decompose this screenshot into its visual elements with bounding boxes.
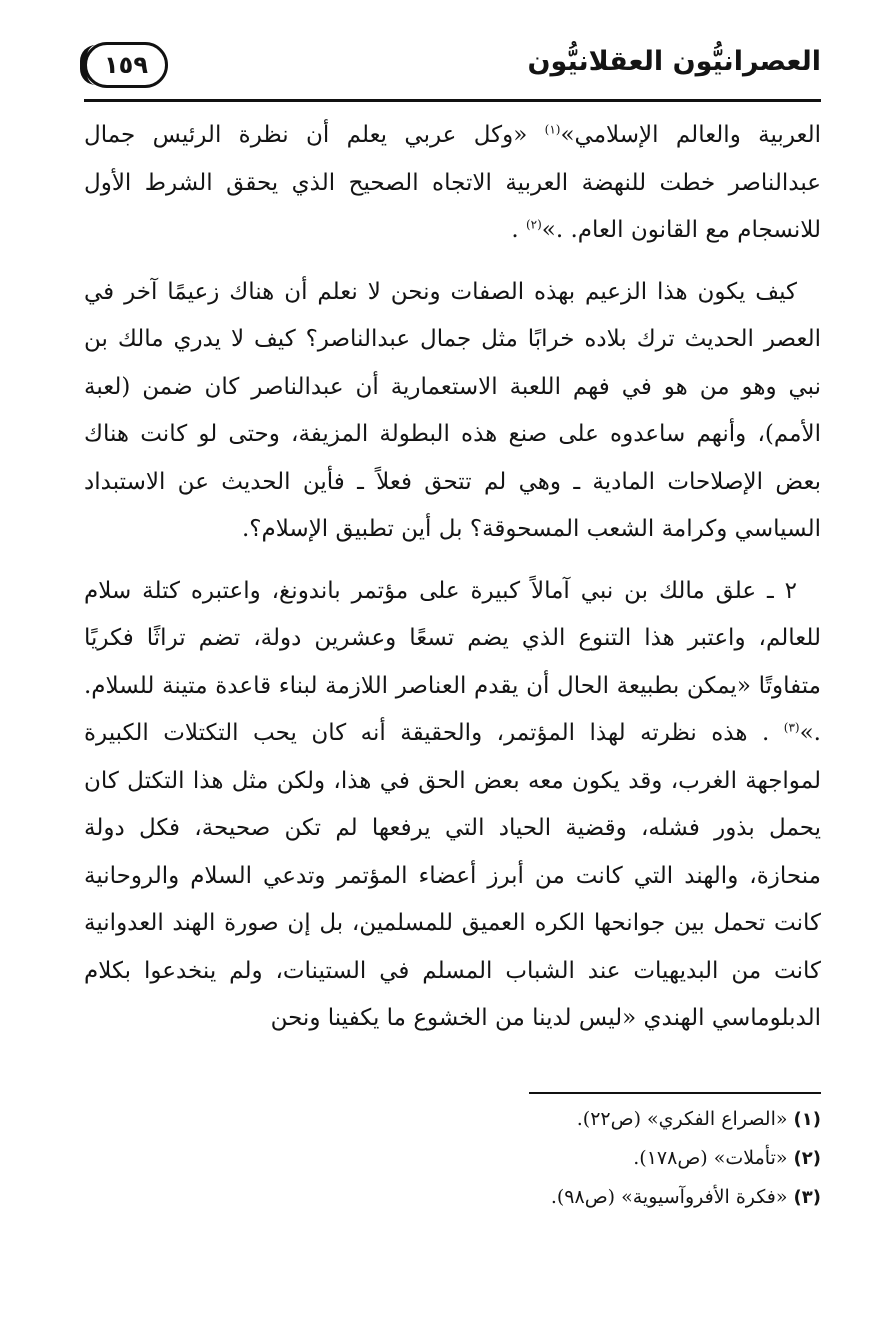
footnote-ref-2: (٢) (525, 217, 542, 232)
paragraph-1-text-a: العربية والعالم الإسلامي» (560, 122, 822, 148)
running-title: العصرانيُّون العقلانيُّون (527, 46, 821, 77)
paragraph-1-text-b: «وكل عربي يعلم أن نظرة الرئيس جمال عبدالناصر خطت للنهضة العربية الاتجاه الصحيح الذي يحقق الشرط الأول للانسجام مع القانون العام. .» (84, 122, 821, 243)
paragraph-2 (84, 269, 821, 554)
footnote-1 (221, 1100, 821, 1139)
footnote-divider (529, 1092, 821, 1094)
footnotes (221, 1100, 821, 1217)
footnote-text: «فكرة الأفروآسيوية» (ص٩٨). (550, 1186, 794, 1208)
paragraph-1 (84, 112, 821, 255)
page-header (84, 28, 821, 102)
page-number: ١٥٩ (104, 51, 148, 79)
footnote-number: (٢) (793, 1148, 821, 1169)
paragraph-3 (84, 568, 821, 1043)
footnote-number: (١) (793, 1109, 821, 1130)
footnote-number: (٣) (793, 1187, 821, 1208)
footnote-2 (221, 1139, 821, 1178)
page-number-badge (84, 42, 168, 88)
paragraph-1-text-c: . (511, 217, 526, 243)
main-text (84, 112, 821, 1043)
footnote-3 (221, 1178, 821, 1217)
footnote-ref-3: (٣) (783, 720, 800, 735)
footnote-text: «تأملات» (ص١٧٨). (633, 1147, 794, 1169)
header-divider (84, 99, 821, 102)
paragraph-2-text: كيف يكون هذا الزعيم بهذه الصفات ونحن لا نعلم أن هناك زعيمًا آخر في العصر الحديث ترك بلاده خرابًا مثل جمال عبدالناصر؟ كيف لا يدري مالك بن نبي وهو من هو في فهم اللعبة الاستعمارية أن عبدالناصر كان ضمن (لعبة الأمم)، وأنهم ساعدوه على صنع هذه البطولة المزيفة، وحتى لو كانت هناك بعض الإصلاحات المادية ـ وهي لم تتحق فعلاً ـ فأين الحديث عن الاستبداد السياسي وكرامة الشعب المسحوقة؟ بل أين تطبيق الإسلام؟. (84, 278, 821, 542)
paragraph-3-text-a: ٢ ـ علق مالك بن نبي آمالاً كبيرة على مؤتمر باندونغ، واعتبره كتلة سلام للعالم، واعتبر هذا التنوع الذي يضم تسعًا وعشرين دولة، تضم تراثًا فكريًا متفاوتًا «يمكن بطبيعة الحال أن يقدم العناصر اللازمة لبناء قاعدة متينة للسلام. .» (84, 577, 821, 746)
paragraph-3-text-b: . هذه نظرته لهذا المؤتمر، والحقيقة أنه كان يحب التكتلات الكبيرة لمواجهة الغرب، وقد يكون معه بعض الحق في هذا، ولكن مثل هذا التكتل كان يحمل بذور فشله، وقضية الحياد التي يرفعها لم تكن صحيحة، فكل دولة منحازة، والهند التي كانت من أبرز أعضاء المؤتمر وتدعي السلام والروحانية كانت تحمل بين جوانحها الكره العميق للمسلمين، بل إن صورة الهند العدوانية كانت من البديهيات عند الشباب المسلم في الستينات، ولم ينخدعوا بكلام الدبلوماسي الهندي «ليس لدينا من الخشوع ما يكفينا ونحن (84, 720, 822, 1031)
footnote-ref-1: (١) (544, 122, 561, 137)
footnote-text: «الصراع الفكري» (ص٢٢). (576, 1108, 794, 1130)
